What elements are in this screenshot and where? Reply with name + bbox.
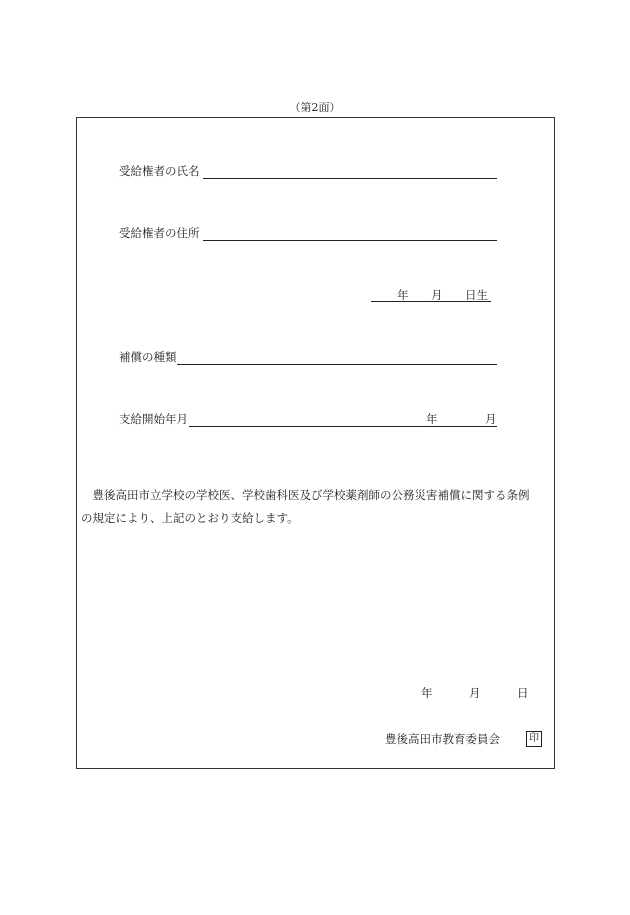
start-date-label: 支給開始年月: [119, 412, 188, 426]
start-month-label: 月: [485, 412, 497, 426]
statement-text: [81, 484, 551, 530]
compensation-type-label: 補償の種類: [119, 350, 177, 364]
issuer-name: 豊後高田市教育委員会: [385, 732, 500, 746]
start-date-line[interactable]: [189, 426, 497, 427]
address-label: 受給権者の住所: [119, 226, 200, 240]
issue-day-label: 日: [517, 686, 529, 700]
statement-line-2: の規定により、上記のとおり支給します。: [81, 511, 299, 525]
name-label: 受給権者の氏名: [119, 164, 200, 178]
page-label: （第2面）: [289, 101, 341, 114]
issue-year-label: 年: [421, 686, 433, 700]
start-year-label: 年: [426, 412, 438, 426]
birth-year-label: 年: [397, 288, 409, 302]
seal-stamp: 印: [526, 731, 542, 747]
name-field-line[interactable]: [203, 178, 497, 179]
birth-day-label: 日生: [465, 288, 488, 302]
issue-month-label: 月: [469, 686, 481, 700]
form-frame: [76, 117, 555, 769]
compensation-type-line[interactable]: [177, 364, 497, 365]
address-field-line[interactable]: [203, 240, 497, 241]
statement-line-1: 豊後高田市立学校の学校医、学校歯科医及び学校薬剤師の公務災害補償に関する条例: [81, 488, 530, 502]
birth-month-label: 月: [431, 288, 443, 302]
